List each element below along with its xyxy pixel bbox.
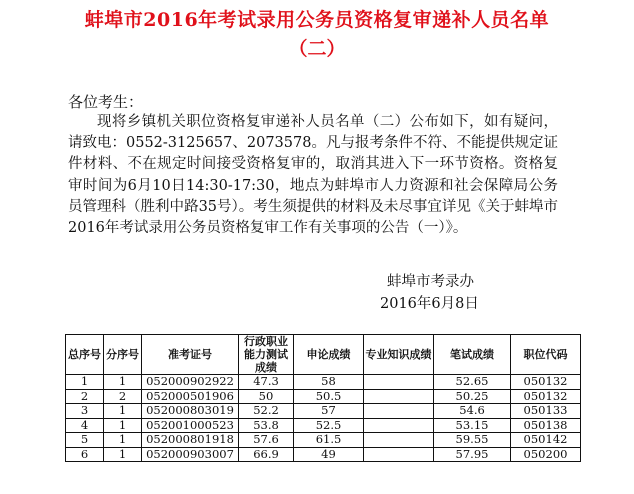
table-row: [66, 375, 581, 390]
cell-ticket-no: 052000902922: [142, 375, 239, 390]
table-row: [66, 389, 581, 404]
cell-sub-no: 1: [104, 418, 142, 433]
table-row: [66, 418, 581, 433]
cell-position-code: 050132: [511, 389, 581, 404]
cell-ticket-no: 052000803019: [142, 404, 239, 419]
cell-position-code: 050133: [511, 404, 581, 419]
header-total-no: 总序号: [66, 335, 104, 375]
cell-ticket-no: 052000801918: [142, 433, 239, 448]
cell-total-no: 3: [66, 404, 104, 419]
signature-org: 蚌埠市考录办: [387, 274, 474, 290]
cell-written-score: 54.6: [434, 404, 511, 419]
header-ticket-no: 准考证号: [142, 335, 239, 375]
cell-sub-no: 2: [104, 389, 142, 404]
table-row: [66, 404, 581, 419]
signature-date: 2016年6月8日: [380, 296, 479, 312]
cell-total-no: 4: [66, 418, 104, 433]
cell-total-no: 6: [66, 447, 104, 462]
cell-essay-score: 57: [294, 404, 364, 419]
cell-ticket-no: 052000903007: [142, 447, 239, 462]
cell-professional-score: [364, 433, 434, 448]
cell-written-score: 59.55: [434, 433, 511, 448]
header-sub-no: 分序号: [104, 335, 142, 375]
cell-position-code: 050200: [511, 447, 581, 462]
cell-position-code: 050138: [511, 418, 581, 433]
cell-aptitude-score: 66.9: [239, 447, 294, 462]
cell-aptitude-score: 47.3: [239, 375, 294, 390]
header-essay-score: 申论成绩: [294, 335, 364, 375]
cell-total-no: 2: [66, 389, 104, 404]
cell-essay-score: 58: [294, 375, 364, 390]
cell-professional-score: [364, 375, 434, 390]
cell-written-score: 52.65: [434, 375, 511, 390]
document-title: 蚌埠市2016年考试录用公务员资格复审递补人员名单: [84, 9, 550, 31]
cell-essay-score: 61.5: [294, 433, 364, 448]
cell-professional-score: [364, 418, 434, 433]
greeting: 各位考生：: [68, 93, 144, 111]
cell-total-no: 5: [66, 433, 104, 448]
cell-aptitude-score: 57.6: [239, 433, 294, 448]
cell-sub-no: 1: [104, 447, 142, 462]
table-row: [66, 433, 581, 448]
cell-position-code: 050132: [511, 375, 581, 390]
cell-total-no: 1: [66, 375, 104, 390]
cell-sub-no: 1: [104, 404, 142, 419]
cell-aptitude-score: 50: [239, 389, 294, 404]
cell-sub-no: 1: [104, 433, 142, 448]
cell-professional-score: [364, 404, 434, 419]
header-position-code: 职位代码: [511, 335, 581, 375]
cell-position-code: 050142: [511, 433, 581, 448]
header-aptitude-score: 行政职业能力测试成绩: [239, 335, 294, 375]
table-row: [66, 447, 581, 462]
cell-essay-score: 49: [294, 447, 364, 462]
header-written-score: 笔试成绩: [434, 335, 511, 375]
cell-aptitude-score: 53.8: [239, 418, 294, 433]
cell-written-score: 50.25: [434, 389, 511, 404]
cell-written-score: 53.15: [434, 418, 511, 433]
cell-written-score: 57.95: [434, 447, 511, 462]
cell-essay-score: 52.5: [294, 418, 364, 433]
table-header-row: [66, 335, 581, 375]
cell-sub-no: 1: [104, 375, 142, 390]
cell-essay-score: 50.5: [294, 389, 364, 404]
document-subtitle: （二）: [288, 38, 346, 60]
cell-professional-score: [364, 389, 434, 404]
header-professional-score: 专业知识成绩: [364, 335, 434, 375]
cell-professional-score: [364, 447, 434, 462]
cell-ticket-no: 052001000523: [142, 418, 239, 433]
cell-ticket-no: 052000501906: [142, 389, 239, 404]
results-table: [65, 334, 581, 462]
cell-aptitude-score: 52.2: [239, 404, 294, 419]
announcement-body: 现将乡镇机关职位资格复审递补人员名单（二）公布如下，如有疑问，请致电：0552-3125657、2073578。凡与报考条件不符、不能提供规定证件材料、不在规定时间接受资格复审的，取消其进入下一环节资格。资格复审时间为6月10日14:30-17:30，地点为蚌埠市人力资源和社会保障局公务员管理科（胜利中路35号）。考生须提供的材料及未尽事宜详见《关于蚌埠市2016年考试录用公务员资格复审工作有关事项的公告（一）》。: [68, 114, 558, 237]
